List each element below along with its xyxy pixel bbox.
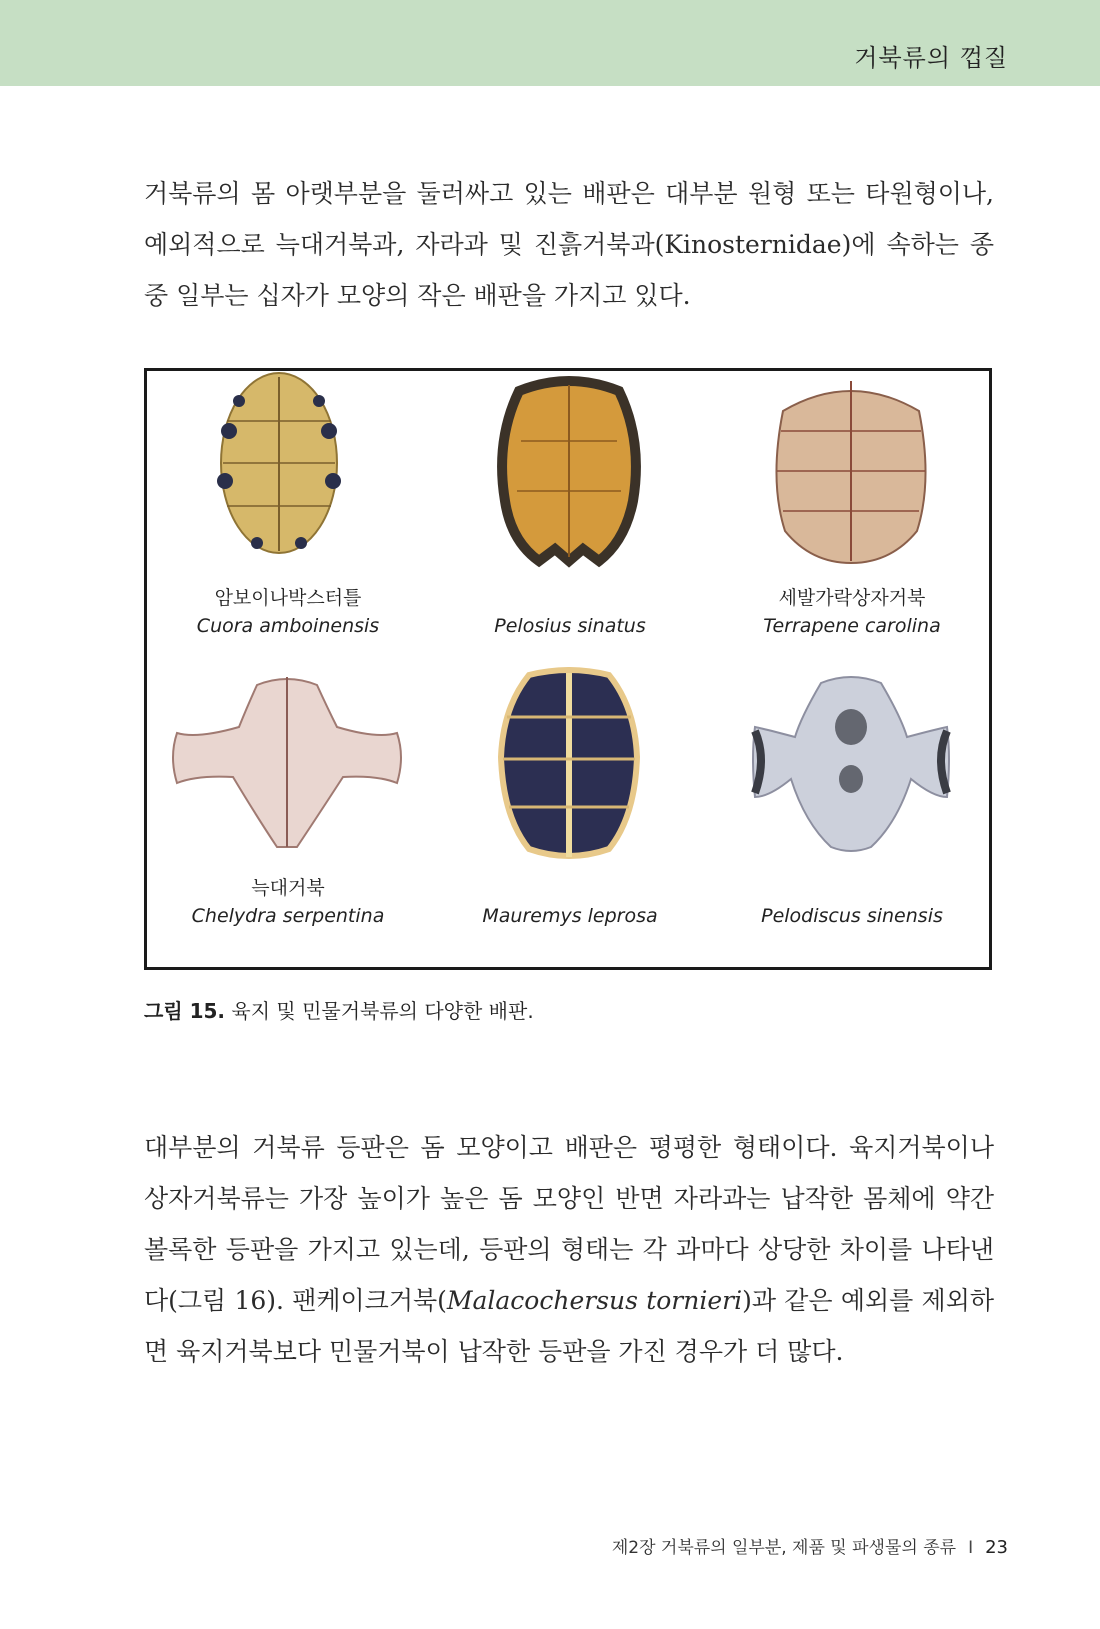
figure-cell-cuora [147, 371, 429, 671]
figure-plastron-grid [144, 368, 992, 970]
figure-caption-text: 육지 및 민물거북류의 다양한 배판. [225, 999, 534, 1023]
page-footer [612, 1533, 1008, 1558]
caption-scientific-terrapene: Terrapene carolina [763, 615, 941, 637]
body-paragraph-scientific-name: Malacochersus tornieri [446, 1286, 743, 1315]
caption-scientific-pelosius: Pelosius sinatus [494, 615, 646, 637]
caption-korean-cuora: 암보이나박스터틀 [214, 587, 362, 609]
body-paragraph-part2: )과 같은 예외를 제외하면 육지거북보다 민물거북이 납작한 등판을 가진 경우가 더 많다. [144, 1286, 994, 1366]
footer-separator: I [968, 1538, 974, 1558]
caption-scientific-chelydra: Chelydra serpentina [191, 905, 385, 927]
caption-scientific-mauremys: Mauremys leprosa [482, 905, 658, 927]
caption-korean-chelydra: 늑대거북 [251, 877, 325, 899]
figure-cell-pelodiscus [711, 667, 993, 967]
figure-cell-terrapene [711, 371, 993, 671]
figure-cell-chelydra [147, 667, 429, 967]
header-band [0, 0, 1100, 86]
intro-paragraph: 거북류의 몸 아랫부분을 둘러싸고 있는 배판은 대부분 원형 또는 타원형이나, 예외적으로 늑대거북과, 자라과 및 진흙거북과(Kinosternidae)에 속하는 종 중 일부는 십자가 모양의 작은 배판을 가지고 있다. [144, 179, 994, 310]
figure-cell-mauremys [429, 667, 711, 967]
body-paragraph [144, 1122, 994, 1377]
caption-scientific-pelodiscus: Pelodiscus sinensis [761, 905, 943, 927]
figure-cell-pelosius [429, 371, 711, 671]
footer-chapter-title: 제2장 거북류의 일부분, 제품 및 파생물의 종류 [611, 1538, 957, 1558]
page-number: 23 [985, 1537, 1008, 1558]
figure-caption-label: 그림 15. [144, 999, 226, 1023]
caption-scientific-cuora: Cuora amboinensis [196, 615, 380, 637]
caption-korean-terrapene: 세발가락상자거북 [778, 587, 926, 609]
figure-caption [144, 995, 534, 1024]
running-header-title: 거북류의 껍질 [854, 44, 1008, 72]
body-paragraph-part1: 대부분의 거북류 등판은 돔 모양이고 배판은 평평한 형태이다. 육지거북이나 상자거북류는 가장 높이가 높은 돔 모양인 반면 자라과는 납작한 몸체에 약간 볼록한 등판을 가지고 있는데, 등판의 형태는 각 과마다 상당한 차이를 나타낸다(그림 16). 팬케이크거북( [144, 1133, 994, 1315]
